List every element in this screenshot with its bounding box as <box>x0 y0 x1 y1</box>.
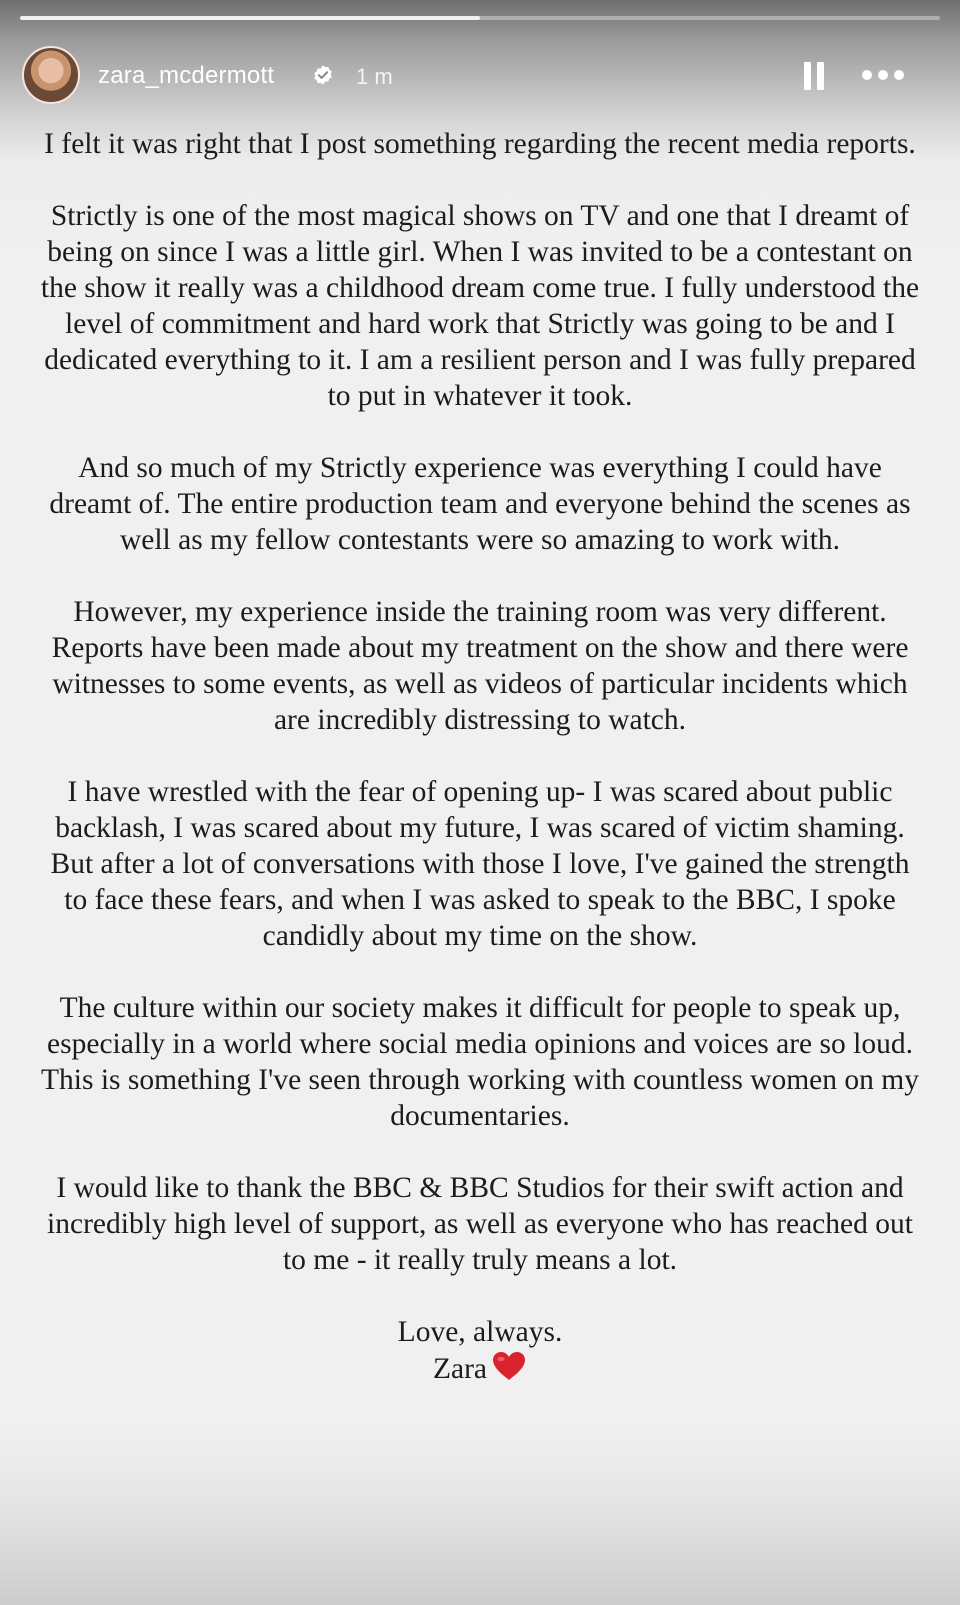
statement-paragraph: Strictly is one of the most magical shows on TV and one that I dreamt of being on since I was a little girl. When I was invited to be a contestant on the show it really was a childhood dream come true. I fully understood the level of commitment and hard work that Strictly was going to be and I dedicated everything to it. I am a resilient person and I was fully prepared to put in whatever it took. <box>40 200 920 412</box>
statement-paragraph: I have wrestled with the fear of opening up- I was scared about public backlash, I was scared about my future, I was scared of victim shaming. But after a lot of conversations with those I love, I've gained the strength to face these fears, and when I was asked to speak to the BBC, I spoke candidly about my time on the show. <box>50 776 910 952</box>
statement-paragraph: However, my experience inside the training room was very different. Reports have been made about my treatment on the show and there were witnesses to some events, as well as videos of particular incidents which are incredibly distressing to watch. <box>51 596 909 736</box>
more-options-icon <box>894 70 904 80</box>
more-options-icon <box>878 70 888 80</box>
verified-badge-icon <box>312 64 334 86</box>
pause-icon <box>817 62 824 90</box>
story-header <box>20 44 940 108</box>
sign-off-text: Love, always. <box>397 1316 563 1348</box>
statement-paragraph: The culture within our society makes it difficult for people to speak up, especially in a world where social media opinions and voices are so loud. This is something I've seen through working with countless women on my documentaries. <box>41 992 919 1132</box>
statement-paragraph: I felt it was right that I post something regarding the recent media reports. <box>44 128 916 160</box>
statement-text <box>40 126 920 1387</box>
story-progress-fill <box>20 16 480 20</box>
more-options-button[interactable] <box>862 70 906 82</box>
username[interactable]: zara_mcdermott <box>98 62 275 89</box>
story-progress-bar <box>20 16 940 20</box>
statement-paragraph: I would like to thank the BBC & BBC Studios for their swift action and incredibly high level of support, as well as everyone who has reached out to me - it really truly means a lot. <box>47 1172 913 1276</box>
pause-icon <box>804 62 811 90</box>
pause-button[interactable] <box>802 62 826 90</box>
post-time: 1 m <box>356 64 393 89</box>
more-options-icon <box>862 70 872 80</box>
signature: Zara <box>432 1353 488 1385</box>
sign-off <box>40 1314 920 1387</box>
statement-paragraph: And so much of my Strictly experience was everything I could have dreamt of. The entire production team and everyone behind the scenes as well as my fellow contestants were so amazing to work with. <box>49 452 911 556</box>
heart-icon <box>491 1350 527 1382</box>
profile-avatar[interactable] <box>22 46 80 104</box>
